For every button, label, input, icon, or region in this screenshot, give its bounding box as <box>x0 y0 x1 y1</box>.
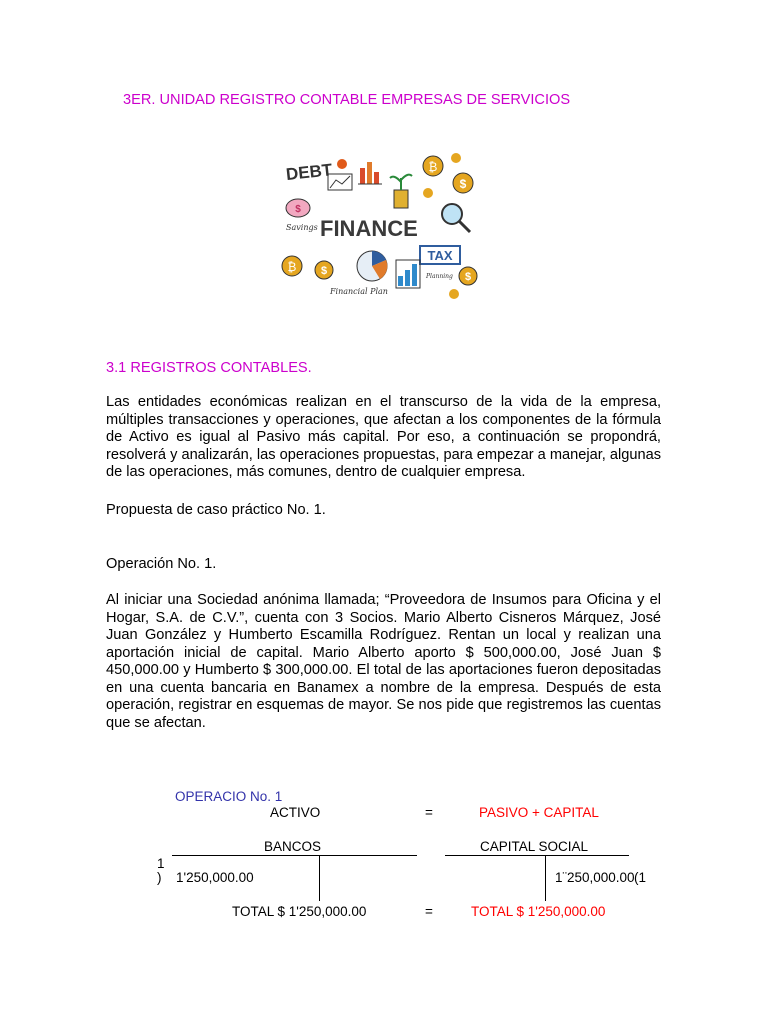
svg-text:$: $ <box>459 177 467 191</box>
coin-small-icon <box>451 153 461 163</box>
capital-t-account-top <box>445 855 629 856</box>
debt-text: DEBT <box>285 160 334 185</box>
savings-text: Savings <box>286 223 318 232</box>
entry-reference-paren: ) <box>157 870 162 885</box>
total-equals-sign: = <box>425 904 433 919</box>
finance-text: FINANCE <box>320 216 418 241</box>
capital-credit-amount: 1¨250,000.00 <box>555 870 635 885</box>
total-pasivo-capital: TOTAL $ 1'250,000.00 <box>471 904 606 919</box>
bancos-account-title: BANCOS <box>264 839 322 854</box>
svg-text:TAX: TAX <box>427 248 453 263</box>
coin-small-icon <box>423 188 433 198</box>
svg-text:₿: ₿ <box>287 260 297 274</box>
entry-reference-number: 1 <box>157 856 165 871</box>
pie-chart-icon <box>357 251 387 281</box>
svg-text:$: $ <box>464 271 472 283</box>
coin-small-icon <box>449 289 459 299</box>
total-activo: TOTAL $ 1'250,000.00 <box>232 904 367 919</box>
operation-paragraph: Al iniciar una Sociedad anónima llamada; “Proveedora de Insumos para Oficina y el Hogar, S.A. de C.V.”, cuenta con 3 Socios. Mario Alberto Cisneros Márquez, José Juan González y Humberto Escamilla Rodríguez. Rentan un local y realizan una aportación inicial de capital. Mario Alberto aporto $ 500,000.00, José Juan $ 450,000.00 y Humberto $ 300,000.00. El total de las aportaciones fueron depositadas en una cuenta bancaria en Banamex a nombre de la empresa. Después de esta operación, registrar en esquemas de mayor. Se nos pide que registremos las cuentas que se afectan. <box>106 592 661 731</box>
piggy-bank-icon <box>286 199 310 217</box>
equals-sign: = <box>425 805 433 820</box>
bitcoin-coin-icon <box>282 256 302 276</box>
dollar-coin-icon <box>459 267 477 285</box>
bancos-debit-amount: 1'250,000.00 <box>176 870 254 885</box>
unit-title: 3ER. UNIDAD REGISTRO CONTABLE EMPRESAS DE SERVICIOS <box>123 92 571 108</box>
tax-sign-icon <box>420 246 460 264</box>
bomb-icon <box>337 159 347 169</box>
bancos-t-account-top <box>172 855 417 856</box>
bitcoin-coin-icon <box>423 156 443 176</box>
capital-entry-reference: (1 <box>634 870 647 885</box>
capital-t-account-divider <box>545 855 546 901</box>
planning-text: Planning <box>426 273 453 280</box>
dollar-coin-icon <box>315 261 333 279</box>
capital-social-account-title: CAPITAL SOCIAL <box>480 839 589 854</box>
activo-label: ACTIVO <box>270 805 321 820</box>
svg-text:$: $ <box>320 265 328 277</box>
pasivo-capital-label: PASIVO + CAPITAL <box>479 805 599 820</box>
financial-plan-text: Financial Plan <box>330 287 388 296</box>
intro-paragraph: Las entidades económicas realizan en el transcurso de la vida de la empresa, múltiples transacciones y operaciones, que afectan a los componentes de la fórmula de Activo es igual al Pasivo más capital. Por eso, a continuación se propondrá, resolverá y analizarán, las operaciones propuestas, para empezar a manejar, algunas de las operaciones, más comunes, dentro de cualquier empresa. <box>106 394 661 480</box>
operation-label: OPERACIO No. 1 <box>175 789 283 804</box>
svg-text:$: $ <box>295 204 301 215</box>
case-title: Propuesta de caso práctico No. 1. <box>106 502 326 518</box>
svg-text:₿: ₿ <box>428 160 438 174</box>
operation-title: Operación No. 1. <box>106 556 217 572</box>
finance-illustration <box>276 148 486 304</box>
section-title: 3.1 REGISTROS CONTABLES. <box>106 360 312 376</box>
dollar-coin-icon <box>453 173 473 193</box>
bancos-t-account-divider <box>319 855 320 901</box>
